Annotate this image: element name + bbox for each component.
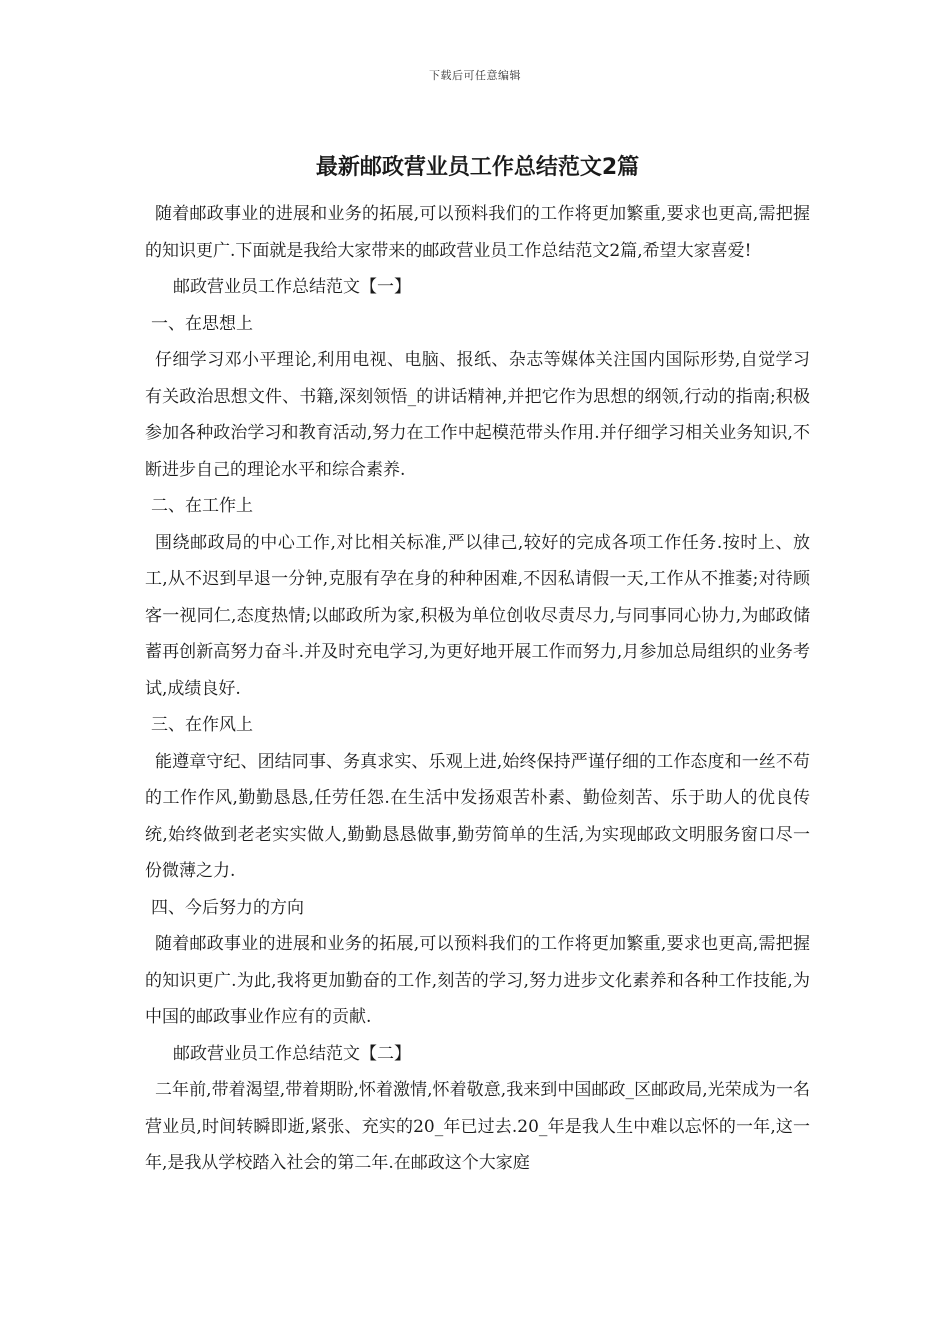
document-body (145, 148, 810, 1182)
section-1-heading-2: 二、在工作上 (151, 496, 253, 516)
section-2-paragraph-1: 二年前,带着渴望,带着期盼,怀着激情,怀着敬意,我来到中国邮政_区邮政局,光荣成为一名营业员,时间转瞬即逝,紧张、充实的20_年已过去.20_年是我人生中难以忘怀的一年,这一年,是我从学校踏入社会的第二年.在邮政这个大家庭 (145, 1080, 810, 1173)
intro-paragraph: 随着邮政事业的进展和业务的拓展,可以预料我们的工作将更加繁重,要求也更高,需把握的知识更广.下面就是我给大家带来的邮政营业员工作总结范文2篇,希望大家喜爱! (145, 204, 810, 261)
section-1-paragraph-2: 围绕邮政局的中心工作,对比相关标准,严以律己,较好的完成各项工作任务.按时上、放工,从不迟到早退一分钟,克服有孕在身的种种困难,不因私请假一天,工作从不推萎;对待顾客一视同仁,态度热情;以邮政所为家,积极为单位创收尽责尽力,与同事同心协力,为邮政储蓄再创新高努力奋斗.并及时充电学习,为更好地开展工作而努力,月参加总局组织的业务考试,成绩良好. (145, 532, 810, 699)
section-1-heading-3: 三、在作风上 (151, 715, 253, 735)
section-1-paragraph-3: 能遵章守纪、团结同事、务真求实、乐观上进,始终保持严谨仔细的工作态度和一丝不苟的工作作风,勤勤恳恳,任劳任怨.在生活中发扬艰苦朴素、勤俭刻苦、乐于助人的优良传统,始终做到老老实实做人,勤勤恳恳做事,勤劳简单的生活,为实现邮政文明服务窗口尽一份微薄之力. (145, 751, 810, 881)
section-1-paragraph-1: 仔细学习邓小平理论,利用电视、电脑、报纸、杂志等媒体关注国内国际形势,自觉学习有关政治思想文件、书籍,深刻领悟_的讲话精神,并把它作为思想的纲领,行动的指南;积极参加各种政治学习和教育活动,努力在工作中起模范带头作用.并仔细学习相关业务知识,不断进步自己的理论水平和综合素养. (145, 350, 810, 480)
document-title: 最新邮政营业员工作总结范文2篇 (315, 155, 640, 180)
section-1-paragraph-4: 随着邮政事业的进展和业务的拓展,可以预料我们的工作将更加繁重,要求也更高,需把握的知识更广.为此,我将更加勤奋的工作,刻苦的学习,努力进步文化素养和各种工作技能,为中国的邮政事业作应有的贡献. (145, 934, 810, 1027)
section-2-title: 邮政营业员工作总结范文【二】 (173, 1043, 411, 1064)
section-1-heading-4: 四、今后努力的方向 (151, 897, 304, 918)
section-1-title: 邮政营业员工作总结范文【一】 (173, 277, 411, 297)
section-1-heading-1: 一、在思想上 (151, 313, 253, 334)
page-header-note: 下载后可任意编辑 (429, 69, 521, 82)
